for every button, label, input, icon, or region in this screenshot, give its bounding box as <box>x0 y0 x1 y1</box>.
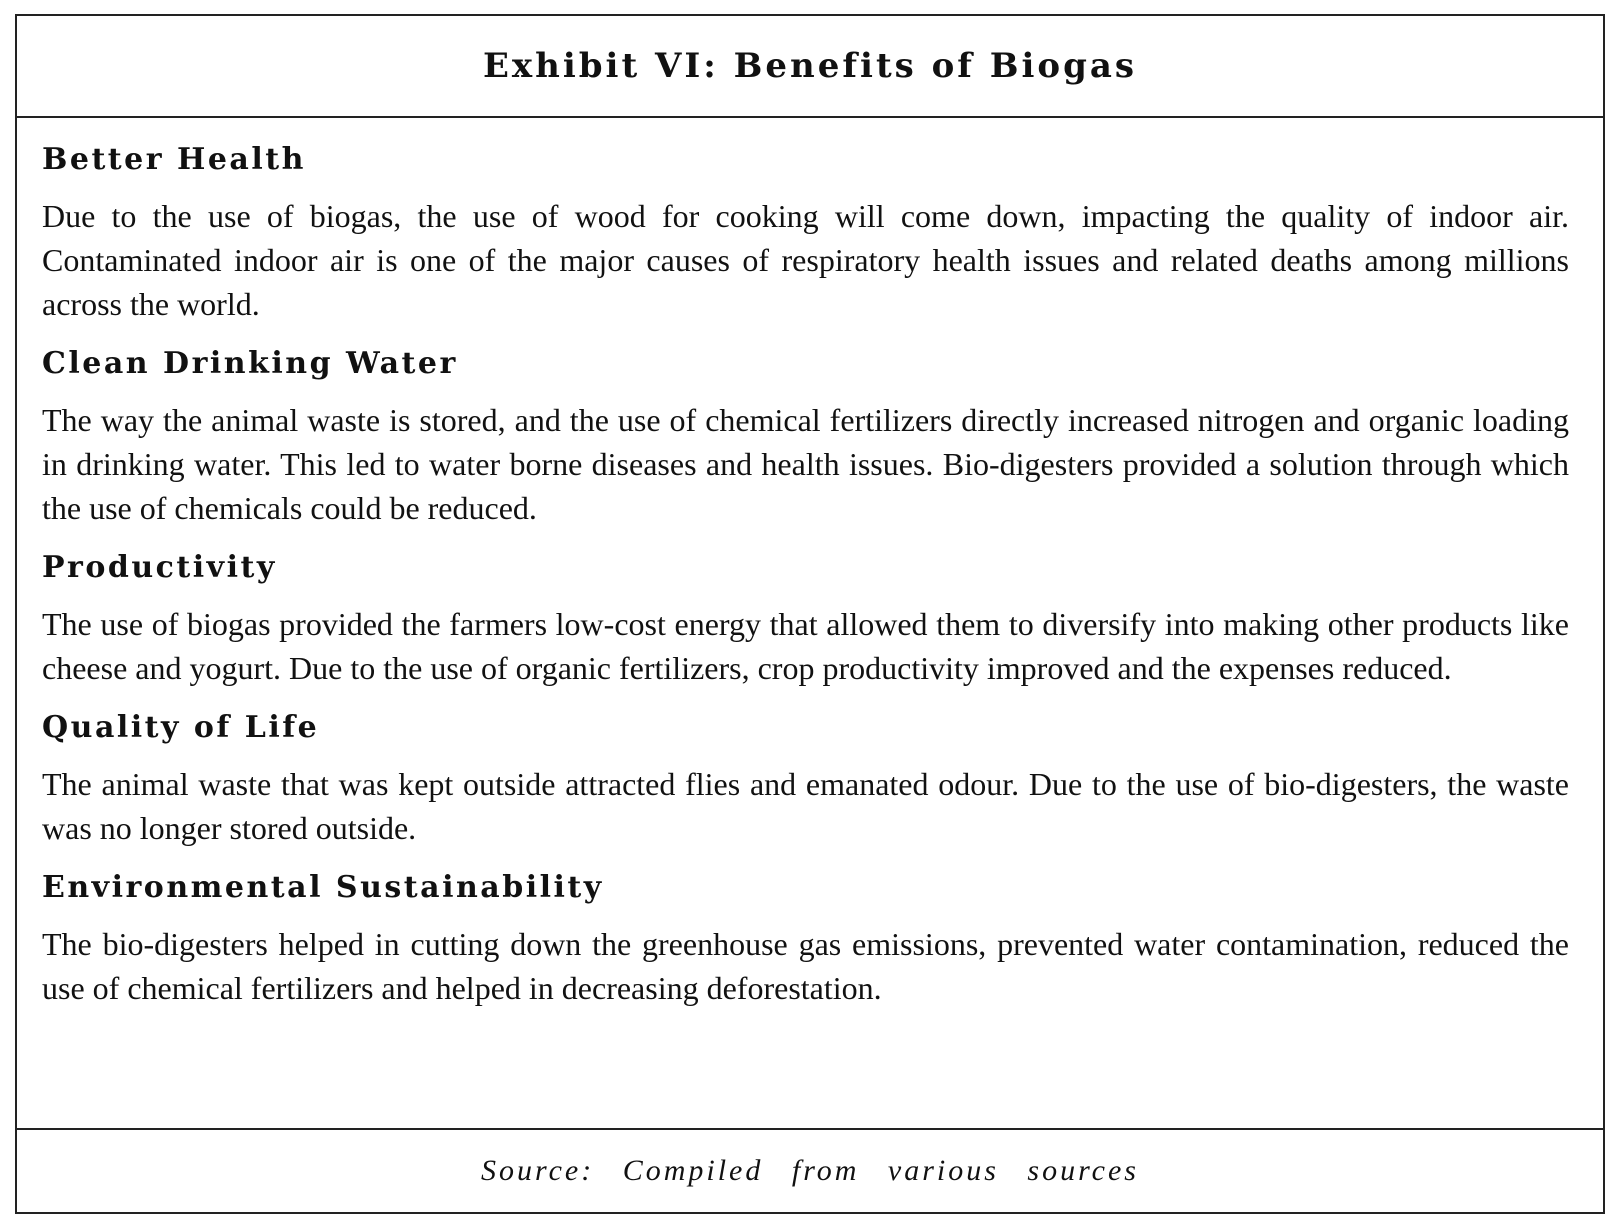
exhibit-box <box>15 14 1605 1214</box>
section-text: The use of biogas provided the farmers low-cost energy that allowed them to diversify into making other products like cheese and yogurt. Due to the use of organic fertilizers, crop productivity improved and the expenses reduced. <box>42 606 1569 686</box>
section-heading: Environmental Sustainability <box>42 870 604 905</box>
exhibit-title: Exhibit VI: Benefits of Biogas <box>482 46 1138 86</box>
exhibit-body <box>17 118 1603 1128</box>
section-better-health <box>42 140 1569 326</box>
exhibit-footer <box>17 1128 1603 1212</box>
section-environmental-sustainability <box>42 868 1569 1010</box>
section-heading: Clean Drinking Water <box>42 346 458 381</box>
section-clean-drinking-water <box>42 344 1569 530</box>
section-text: The way the animal waste is stored, and the use of chemical fertilizers directly increased nitrogen and organic loading in drinking water. This led to water borne diseases and health issues. Bio-digesters provided a solution through which the use of chemicals could be reduced. <box>42 402 1569 526</box>
section-quality-of-life <box>42 708 1569 850</box>
source-note: Source: Compiled from various sources <box>481 1154 1139 1187</box>
section-heading: Quality of Life <box>42 710 320 745</box>
section-text: The animal waste that was kept outside attracted flies and emanated odour. Due to the use of bio-digesters, the waste was no longer stored outside. <box>42 766 1569 846</box>
section-text: Due to the use of biogas, the use of wood for cooking will come down, impacting the quality of indoor air. Contaminated indoor air is one of the major causes of respiratory health issues and related deaths among millions across the world. <box>42 198 1569 322</box>
section-text: The bio-digesters helped in cutting down the greenhouse gas emissions, prevented water contamination, reduced the use of chemical fertilizers and helped in decreasing deforestation. <box>42 926 1569 1006</box>
section-heading: Productivity <box>42 550 277 585</box>
exhibit-header <box>17 16 1603 118</box>
section-productivity <box>42 548 1569 690</box>
section-heading: Better Health <box>42 142 306 177</box>
